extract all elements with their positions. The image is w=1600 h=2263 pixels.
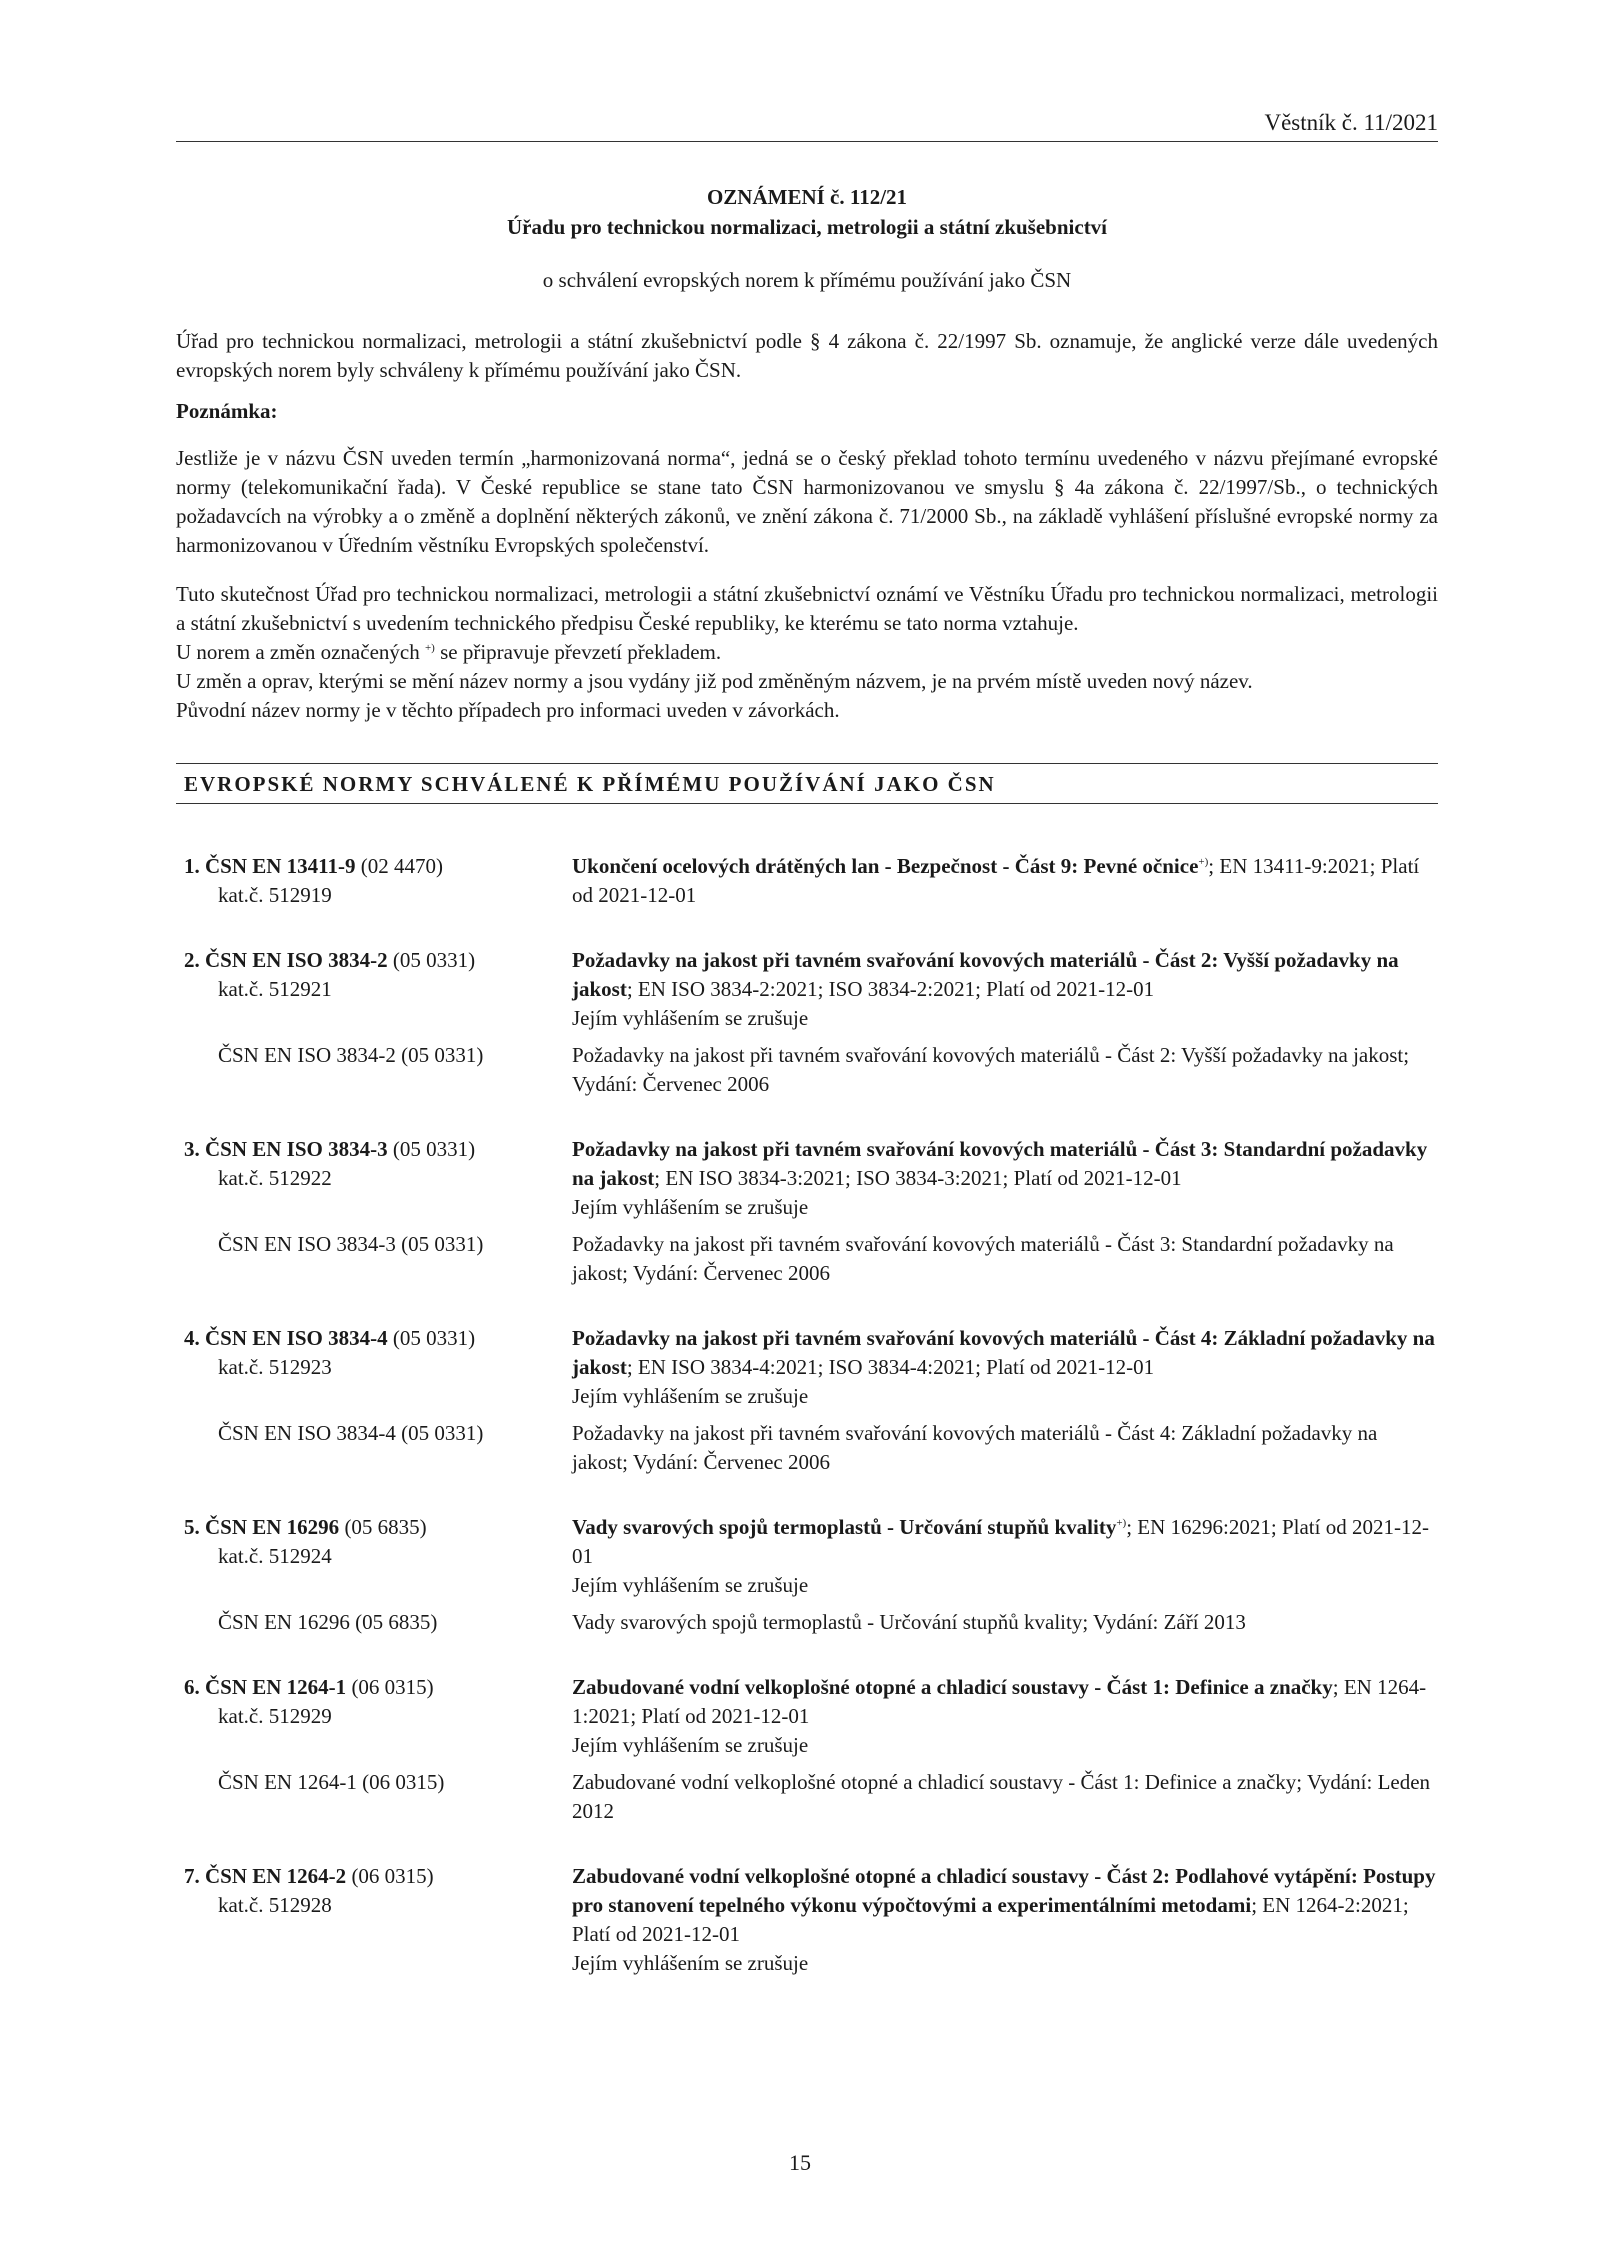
classification-code: (05 0331): [387, 948, 476, 972]
catalog-number: kat.č. 512919: [218, 883, 332, 907]
item-number: 7.: [184, 1864, 200, 1888]
standard-details: ; EN ISO 3834-2:2021; ISO 3834-2:2021; Platí od 2021-12-01: [626, 977, 1155, 1001]
cancelled-standard-title: Vady svarových spojů termoplastů - Určování stupňů kvality; Vydání: Září 2013: [572, 1610, 1246, 1634]
standard-designation: [176, 852, 572, 910]
cancellation-note: Jejím vyhlášením se zrušuje: [572, 1384, 809, 1408]
classification-code: (05 6835): [339, 1515, 427, 1539]
catalog-number: kat.č. 512928: [218, 1893, 332, 1917]
translation-mark: +): [1116, 1517, 1127, 1529]
item-number: 3.: [184, 1137, 200, 1161]
standard-designation: [176, 1862, 572, 1978]
standard-row: [176, 852, 1438, 910]
cancelled-standard-title: Požadavky na jakost při tavném svařování kovových materiálů - Část 2: Vyšší požadavky na jakost; Vydání: Červenec 2006: [572, 1043, 1410, 1096]
notice-paragraph-1: Tuto skutečnost Úřad pro technickou normalizaci, metrologii a státní zkušebnictví oznámí ve Věstníku Úřadu pro technickou normalizaci, metrologii a státní zkušebnictví s uvedením technického předpisu České republiky, ke kterému se tato norma vztahuje.: [176, 582, 1438, 635]
item-number: 1.: [184, 854, 200, 878]
catalog-number: kat.č. 512924: [218, 1544, 332, 1568]
standard-details: ; EN 1264-2:2021; Platí od 2021-12-01: [572, 1893, 1409, 1946]
standard-description: [572, 1324, 1438, 1411]
item-number: 5.: [184, 1515, 200, 1539]
cancelled-standard-code: ČSN EN ISO 3834-2 (05 0331): [218, 1043, 484, 1067]
notice-text: U norem a změn označených: [176, 640, 425, 664]
standards-list: [176, 852, 1438, 1978]
classification-code: (06 0315): [346, 1864, 434, 1888]
standard-row: [176, 1673, 1438, 1760]
classification-code: (05 0331): [387, 1326, 476, 1350]
note-paragraph: Jestliže je v názvu ČSN uveden termín „harmonizovaná norma“, jedná se o český překlad tohoto termínu uvedeného v názvu přejímané evropské normy (telekomunikační řada). V České republice se stane tato ČSN harmonizovanou ve smyslu § 4a zákona č. 22/1997/Sb., o technických požadavcích na výrobky a o změně a doplnění některých zákonů, ve znění zákona č. 71/2000 Sb., na základě vyhlášení příslušné evropské normy za harmonizovanou v Úředním věstníku Evropských společenství.: [176, 446, 1438, 557]
standard-code: ČSN EN ISO 3834-4: [205, 1326, 388, 1350]
standard-description: [572, 1513, 1438, 1600]
standard-description: [572, 946, 1438, 1033]
cancelled-standard-code: ČSN EN ISO 3834-3 (05 0331): [218, 1232, 484, 1256]
standard-code: ČSN EN 1264-1: [205, 1675, 347, 1699]
standard-title: Zabudované vodní velkoplošné otopné a chladicí soustavy - Část 1: Definice a značky: [572, 1675, 1333, 1699]
item-number: 4.: [184, 1326, 200, 1350]
cancelled-standard-row: [176, 1419, 1438, 1477]
standard-item: [176, 1324, 1438, 1477]
notice-paragraph-3: U změn a oprav, kterými se mění název normy a jsou vydány již pod změněným názvem, je na prvém místě uveden nový název.: [176, 669, 1253, 693]
notice-text: se připravuje převzetí překladem.: [434, 640, 722, 664]
standard-details: ; EN ISO 3834-3:2021; ISO 3834-3:2021; Platí od 2021-12-01: [654, 1166, 1182, 1190]
cancellation-note: Jejím vyhlášením se zrušuje: [572, 1951, 809, 1975]
cancelled-standard-row: [176, 1041, 1438, 1099]
item-number: 6.: [184, 1675, 200, 1699]
standard-title: Požadavky na jakost při tavném svařování kovových materiálů - Část 2: Vyšší požadavky na jakost: [572, 948, 1399, 1001]
standard-row: [176, 1513, 1438, 1600]
standard-title: Ukončení ocelových drátěných lan - Bezpečnost - Část 9: Pevné očnice: [572, 854, 1199, 878]
catalog-number: kat.č. 512922: [218, 1166, 332, 1190]
issuing-authority: Úřadu pro technickou normalizaci, metrologii a státní zkušebnictví: [506, 215, 1108, 239]
cancellation-note: Jejím vyhlášením se zrušuje: [572, 1195, 809, 1219]
standard-row: [176, 1862, 1438, 1978]
standard-code: ČSN EN 13411-9: [205, 854, 356, 878]
catalog-number: kat.č. 512929: [218, 1704, 332, 1728]
announcement-subtitle: o schválení evropských norem k přímému používání jako ČSN: [542, 268, 1072, 292]
cancelled-standard-row: [176, 1768, 1438, 1826]
classification-code: (06 0315): [346, 1675, 434, 1699]
standard-row: [176, 946, 1438, 1033]
standard-code: ČSN EN ISO 3834-2: [205, 948, 388, 972]
page-header: [176, 108, 1438, 142]
standard-title: Zabudované vodní velkoplošné otopné a chladicí soustavy - Část 2: Podlahové vytápění: Postupy pro stanovení tepelného výkonu výpočtovými a experimentálními metodami: [572, 1864, 1436, 1917]
standard-code: ČSN EN 1264-2: [205, 1864, 347, 1888]
standard-item: [176, 852, 1438, 910]
cancellation-note: Jejím vyhlášením se zrušuje: [572, 1006, 809, 1030]
cancellation-note: Jejím vyhlášením se zrušuje: [572, 1733, 809, 1757]
standard-item: [176, 1862, 1438, 1978]
translation-mark: +): [424, 642, 435, 654]
standard-item: [176, 1673, 1438, 1826]
standard-designation: [176, 1135, 572, 1222]
classification-code: (02 4470): [355, 854, 444, 878]
page-number: 15: [789, 2150, 811, 2175]
standard-item: [176, 1513, 1438, 1637]
catalog-number: kat.č. 512923: [218, 1355, 332, 1379]
standard-code: ČSN EN ISO 3834-3: [205, 1137, 388, 1161]
cancelled-standard-code: ČSN EN 1264-1 (06 0315): [218, 1770, 445, 1794]
standard-designation: [176, 1673, 572, 1760]
standard-row: [176, 1135, 1438, 1222]
standard-description: [572, 1862, 1438, 1978]
standard-title: Požadavky na jakost při tavném svařování kovových materiálů - Část 4: Základní požadavky na jakost: [572, 1326, 1435, 1379]
note-label: Poznámka:: [176, 399, 278, 423]
document-page: [176, 108, 1438, 2014]
standard-description: [572, 1135, 1438, 1222]
standard-designation: [176, 1513, 572, 1600]
standard-item: [176, 946, 1438, 1099]
cancelled-standard-code: ČSN EN ISO 3834-4 (05 0331): [218, 1421, 484, 1445]
standard-designation: [176, 1324, 572, 1411]
standard-description: [572, 852, 1438, 910]
intro-paragraph: Úřad pro technickou normalizaci, metrologii a státní zkušebnictví podle § 4 zákona č. 22/1997 Sb. oznamuje, že anglické verze dále uvedených evropských norem byly schváleny k přímému používání jako ČSN.: [176, 329, 1438, 382]
standard-item: [176, 1135, 1438, 1288]
classification-code: (05 0331): [387, 1137, 476, 1161]
catalog-number: kat.č. 512921: [218, 977, 332, 1001]
notice-paragraph-4: Původní název normy je v těchto případech pro informaci uveden v závorkách.: [176, 698, 840, 722]
standard-details: ; EN 13411-9:2021; Platí od 2021-12-01: [572, 854, 1420, 907]
standard-description: [572, 1673, 1438, 1760]
standard-title: Požadavky na jakost při tavném svařování kovových materiálů - Část 3: Standardní požadavky na jakost: [572, 1137, 1428, 1190]
journal-issue: Věstník č. 11/2021: [1264, 110, 1438, 135]
notice-paragraphs: [176, 580, 1438, 725]
cancelled-standard-row: [176, 1230, 1438, 1288]
standard-details: ; EN 16296:2021; Platí od 2021-12-01: [572, 1515, 1429, 1568]
standard-title: Vady svarových spojů termoplastů - Určování stupňů kvality: [572, 1515, 1117, 1539]
section-heading: EVROPSKÉ NORMY SCHVÁLENÉ K PŘÍMÉMU POUŽÍVÁNÍ JAKO ČSN: [176, 763, 1438, 804]
standard-details: ; EN 1264-1:2021; Platí od 2021-12-01: [572, 1675, 1427, 1728]
cancelled-standard-row: [176, 1608, 1438, 1637]
standard-details: ; EN ISO 3834-4:2021; ISO 3834-4:2021; Platí od 2021-12-01: [626, 1355, 1155, 1379]
item-number: 2.: [184, 948, 200, 972]
cancelled-standard-title: Požadavky na jakost při tavném svařování kovových materiálů - Část 3: Standardní požadavky na jakost; Vydání: Červenec 2006: [572, 1232, 1394, 1285]
cancellation-note: Jejím vyhlášením se zrušuje: [572, 1573, 809, 1597]
standard-code: ČSN EN 16296: [205, 1515, 340, 1539]
cancelled-standard-title: Zabudované vodní velkoplošné otopné a chladicí soustavy - Část 1: Definice a značky; Vydání: Leden 2012: [572, 1770, 1431, 1823]
announcement-number: OZNÁMENÍ č. 112/21: [706, 185, 908, 209]
cancelled-standard-code: ČSN EN 16296 (05 6835): [218, 1610, 438, 1634]
translation-mark: +): [1198, 856, 1209, 868]
notice-paragraph-2: [176, 638, 1438, 667]
announcement-title: [176, 182, 1438, 242]
cancelled-standard-title: Požadavky na jakost při tavném svařování kovových materiálů - Část 4: Základní požadavky na jakost; Vydání: Červenec 2006: [572, 1421, 1378, 1474]
standard-designation: [176, 946, 572, 1033]
standard-row: [176, 1324, 1438, 1411]
